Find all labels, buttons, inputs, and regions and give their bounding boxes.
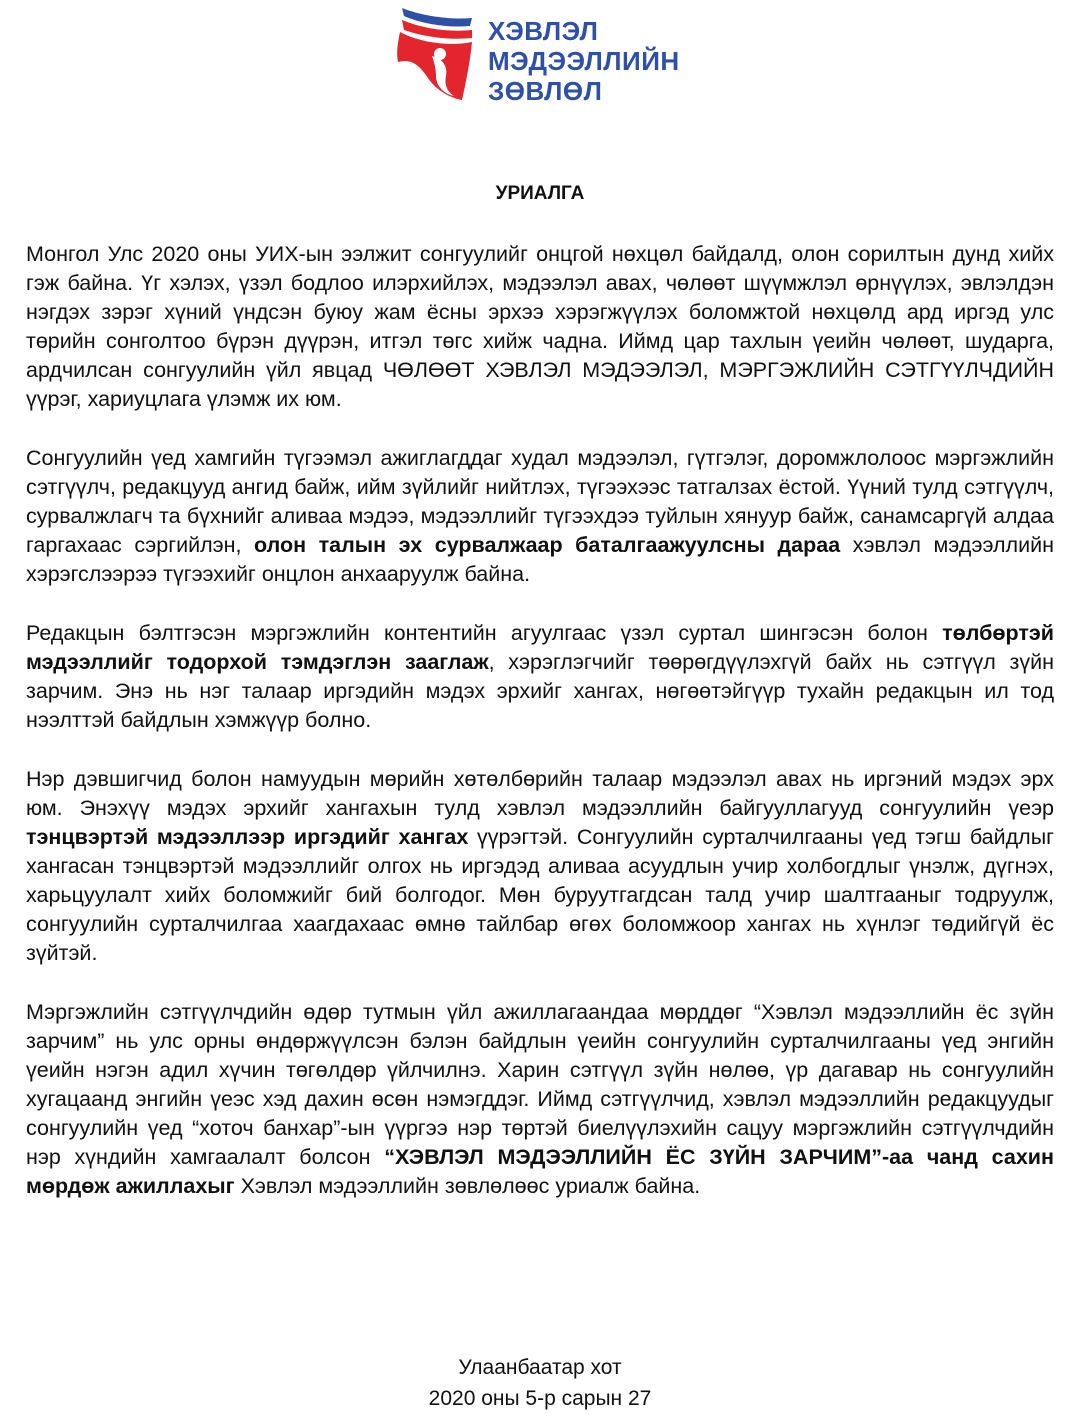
- paragraph-5: [26, 998, 1054, 1201]
- paragraph-emphasis: “ХЭВЛЭЛ МЭДЭЭЛЛИЙН ЁС ЗҮЙН ЗАРЧИМ”-аа чанд сахин мөрдөж ажиллахыг: [26, 1145, 1054, 1198]
- paragraph-text: Сонгуулийн үед хамгийн түгээмэл ажиглагддаг худал мэдээлэл, гүтгэлэг, доромжлолоос мэргэжлийн сэтгүүлч, редакцууд ангид байж, ийм зүйлийг нийтлэх, түгээхээс татгалзах ёстой. Үүний тулд сэтгүүлч, сурвалжлагч та бүхнийг аливаа мэдээ, мэдээллийг түгээхдээ туйлын хянуур байж, санамсаргүй алдаа гаргахаас сэргийлэн,: [26, 446, 1054, 557]
- council-logo: [392, 2, 692, 114]
- logo-line-3: ЗӨВЛӨЛ: [488, 76, 603, 106]
- footer-city: Улаанбаатар хот: [458, 1356, 622, 1379]
- footer-date: 2020 оны 5-р сарын 27: [428, 1387, 652, 1410]
- paragraph-text: хэвлэл мэдээллийн хэрэгслээрээ түгээхийг онцлон анхааруулж байна.: [26, 533, 1054, 586]
- paragraph-emphasis: тэнцвэртэй мэдээллээр иргэдийг хангах: [26, 825, 469, 849]
- paragraph-text: Редакцын бэлтгэсэн мэргэжлийн контентийн агуулгаас үзэл суртал шингэсэн болон: [26, 621, 928, 645]
- paragraph-emphasis: олон талын эх сурвалжаар баталгаажуулсны дараа: [254, 533, 841, 557]
- paragraph-4: [26, 765, 1054, 968]
- paragraph-text: , хэрэглэгчийг төөрөгдүүлэхгүй байх нь сэтгүүл зүйн зарчим. Энэ нь нэг талаар иргэдийн мэдэх эрхийг хангах, нөгөөтэйгүүр тухайн редакцын ил тод нээлттэй байдлын хэмжүүр болно.: [26, 650, 1054, 732]
- logo-line-2: МЭДЭЭЛЛИЙН: [488, 46, 680, 76]
- paragraph-text: Монгол Улс 2020 оны УИХ-ын ээлжит сонгуулийг онцгой нөхцөл байдалд, олон сорилтын дунд хийх гэж байна. Үг хэлэх, үзэл бодлоо илэрхийлэх, мэдээлэл авах, чөлөөт шүүмжлэл өрнүүлэх, эвлэлдэн нэгдэх зэрэг хүний үндсэн буюу жам ёсны эрхээ хэрэгжүүлэх боломжтой нөхцөлд ард иргэд улс төрийн сонголтоо бүрэн дүүрэн, итгэл төгс хийж чадна. Иймд цар тахлын үеийн чөлөөт, шударга, ардчилсан сонгуулийн үйл явцад ЧӨЛӨӨТ ХЭВЛЭЛ МЭДЭЭЛЭЛ, МЭРГЭЖЛИЙН СЭТГҮҮЛЧДИЙН үүрэг, хариуцлага үлэмж их юм.: [26, 242, 1054, 411]
- paragraph-text: Хэвлэл мэдээллийн зөвлөлөөс уриалж байна.: [240, 1174, 701, 1198]
- paragraph-text: Мэргэжлийн сэтгүүлчдийн өдөр тутмын үйл ажиллагаандаа мөрддөг “Хэвлэл мэдээллийн ёс зүйн зарчим” нь улс орны өндөржүүлсэн бэлэн байдлын үеийн сонгуулийн сурталчилгааны үед энгийн үеийн нэгэн адил хүчин төгөлдөр үйлчилнэ. Харин сэтгүүл зүйн нөлөө, үр дагавар нь сонгуулийн хугацаанд энгийн үеэс хэд дахин өсөн нэмэгддэг. Иймд сэтгүүлчид, хэвлэл мэдээллийн редакцуудыг сонгуулийн үед “хоточ банхар”-ын үүргээ нэр төртэй биелүүлэхийн сацуу мэргэжлийн сэтгүүлчдийн нэр хүндийн хамгаалалт болсон: [26, 1000, 1054, 1169]
- paragraph-text: үүрэгтэй. Сонгуулийн сурталчилгааны үед тэгш байдлыг хангасан тэнцвэртэй мэдээллийг олгох нь иргэдэд аливаа асуудлын учир холбогдлыг үнэлж, дүгнэх, харьцуулалт хийх боломжийг бий болгодог. Мөн буруутгагдсан талд учир шалтгааныг тодруулж, сонгуулийн сурталчилгаа хаагдахаас өмнө тайлбар өгөх боломжоор хангах нь хүнлэг төдийгүй ёс зүйтэй.: [26, 825, 1054, 965]
- page-title: УРИАЛГА: [495, 183, 585, 204]
- logo-line-1: ХЭВЛЭЛ: [488, 16, 599, 46]
- paragraph-2: [26, 444, 1054, 589]
- paragraph-emphasis: төлбөртэй мэдээллийг тодорхой тэмдэглэн зааглаж: [26, 621, 1054, 674]
- logo-wordmark: [488, 16, 680, 106]
- flag-logo-icon: [392, 2, 474, 114]
- paragraph-3: [26, 619, 1054, 735]
- signature-block: [0, 1352, 1080, 1414]
- paragraph-1: [26, 240, 1054, 414]
- paragraph-text: Нэр дэвшигчид болон намуудын мөрийн хөтөлбөрийн талаар мэдээлэл авах нь иргэний мэдэх эрх юм. Энэхүү мэдэх эрхийг хангахын тулд хэвлэл мэдээллийн байгууллагууд сонгуулийн үеэр: [26, 767, 1054, 820]
- appeal-body: [26, 240, 1054, 1231]
